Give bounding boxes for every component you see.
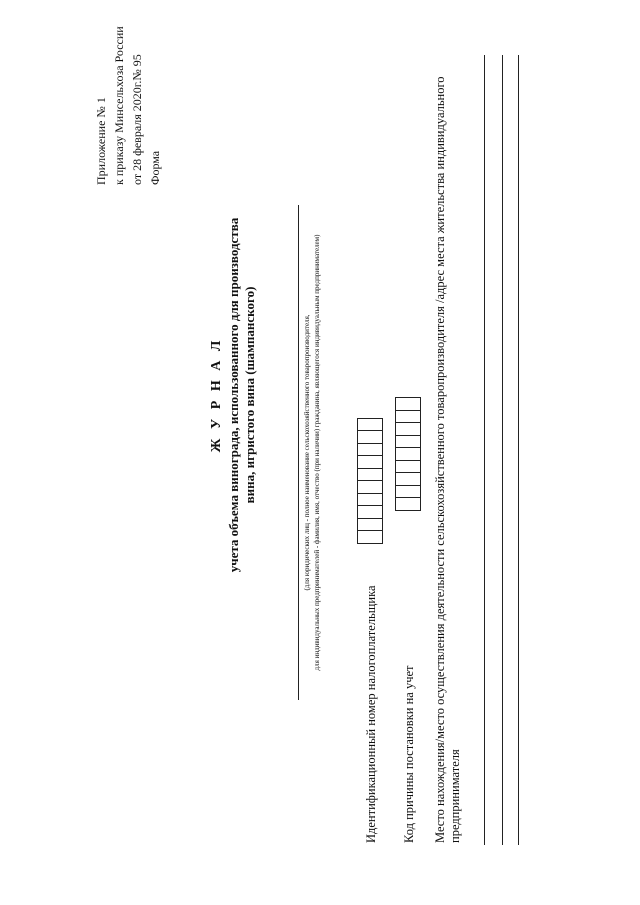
organization-name-line[interactable]: [298, 205, 299, 700]
appendix-order: к приказу Минсельхоза России: [112, 26, 126, 185]
digit-box[interactable]: [357, 418, 383, 432]
digit-box[interactable]: [357, 531, 383, 545]
kpp-input-boxes[interactable]: [395, 398, 421, 511]
digit-box[interactable]: [357, 493, 383, 507]
digit-box[interactable]: [357, 506, 383, 520]
digit-box[interactable]: [395, 423, 421, 437]
digit-box[interactable]: [395, 398, 421, 412]
journal-subtitle-line2: вина, игристого вина (шампанского): [242, 286, 257, 504]
organization-name-hint: [302, 180, 322, 725]
digit-box[interactable]: [395, 473, 421, 487]
appendix-header: [92, 15, 164, 185]
digit-box[interactable]: [395, 485, 421, 499]
digit-box[interactable]: [357, 518, 383, 532]
digit-box[interactable]: [395, 435, 421, 449]
journal-title: Ж У Р Н А Л: [209, 337, 224, 453]
digit-box[interactable]: [395, 498, 421, 512]
digit-box[interactable]: [395, 460, 421, 474]
journal-title-block: [208, 215, 258, 575]
digit-box[interactable]: [357, 468, 383, 482]
digit-box[interactable]: [395, 448, 421, 462]
address-line[interactable]: [518, 55, 519, 845]
appendix-number: Приложение № 1: [94, 97, 108, 185]
digit-box[interactable]: [357, 443, 383, 457]
address-line[interactable]: [502, 55, 503, 845]
inn-label: Идентификационный номер налогоплательщика: [364, 585, 378, 843]
digit-box[interactable]: [357, 431, 383, 445]
name-hint-line2: для индивидуальных предпринимателей - фамилия, имя, отчество (при наличии) гражданина, являющегося индивидуальным предпринимателем): [313, 234, 321, 671]
kpp-label: Код причины постановки на учет: [402, 665, 416, 843]
address-label: Место нахождения/место осуществления деятельности сельскохозяйственного товаропроизводителя /адрес места жительства индивидуального предпринимателя: [433, 76, 462, 843]
appendix-form-label: Форма: [148, 150, 162, 185]
inn-input-boxes[interactable]: [357, 418, 383, 543]
digit-box[interactable]: [357, 481, 383, 495]
journal-subtitle-line1: учета объема винограда, использованного для производства: [226, 217, 241, 573]
appendix-date: от 28 февраля 2020г.№ 95: [130, 54, 144, 185]
digit-box[interactable]: [395, 410, 421, 424]
digit-box[interactable]: [357, 456, 383, 470]
name-hint-line1: (для юридических лиц - полное наименование сельскохозяйственного товаропроизводителя,: [303, 314, 311, 591]
address-line[interactable]: [484, 55, 485, 845]
